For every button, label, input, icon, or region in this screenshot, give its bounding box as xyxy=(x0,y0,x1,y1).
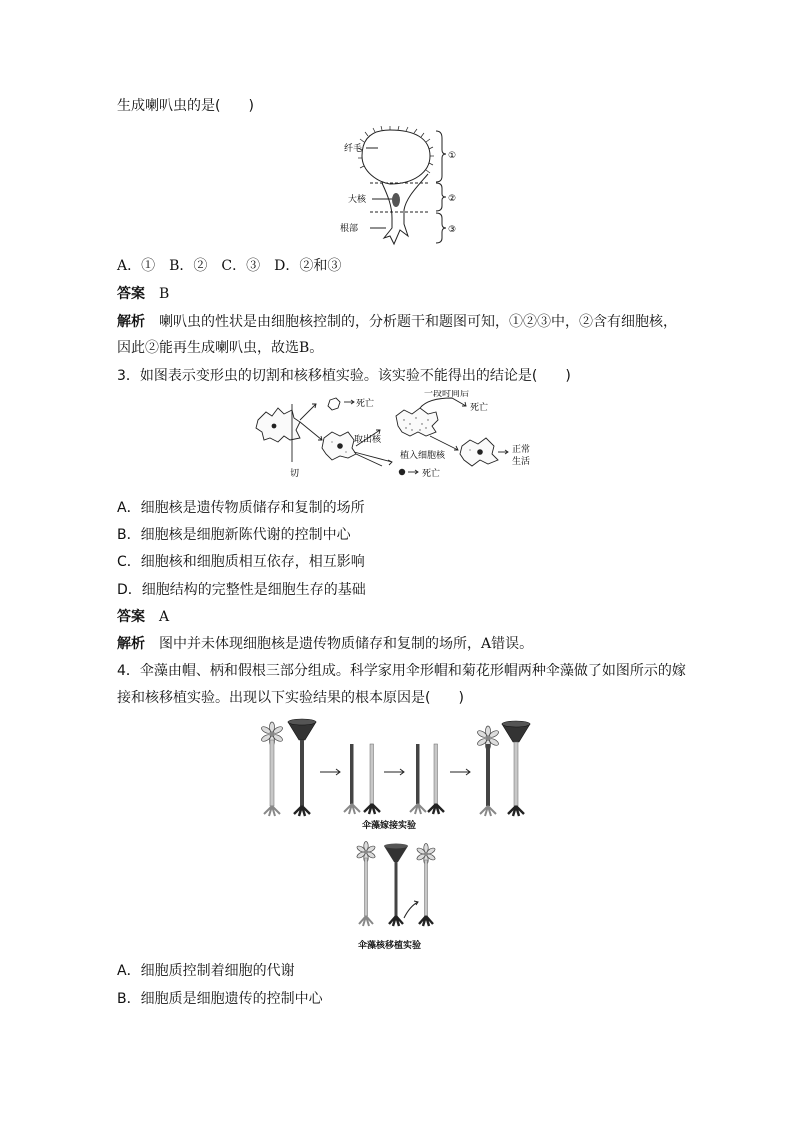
mark-3: ③ xyxy=(448,225,457,235)
label-cilia: 纤毛 xyxy=(344,144,363,154)
q2-analysis-1 xyxy=(117,312,677,332)
transplant-experiment-figure xyxy=(350,840,450,936)
amoeba-figure xyxy=(252,390,542,486)
q3-option-b: B．细胞核是细胞新陈代谢的控制中心 xyxy=(117,527,351,543)
cilia-ring xyxy=(358,126,434,184)
q2-options: A．① B．② C．③ D．②和③ xyxy=(117,258,342,274)
graft-caption: 伞藻嫁接实验 xyxy=(362,821,417,831)
label-cut: 切 xyxy=(290,469,300,479)
answer-label: 答案 xyxy=(117,609,145,625)
graft-experiment-figure xyxy=(258,718,538,834)
q3-option-c: C．细胞核和细胞质相互依存，相互影响 xyxy=(117,554,365,570)
q4-stem-1: 4．伞藻由帽、柄和假根三部分组成。科学家用伞形帽和菊花形帽两种伞藻做了如图所示的嫁 xyxy=(117,663,686,679)
trumpet-worm-figure xyxy=(330,126,470,248)
label-death-3: 死亡 xyxy=(422,469,441,479)
analysis-text: 喇叭虫的性状是由细胞核控制的，分析题干和题图可知，①②③中，②含有细胞核， xyxy=(159,314,677,330)
q3-answer xyxy=(117,607,169,627)
q2-answer xyxy=(117,284,169,304)
mark-1: ① xyxy=(448,151,457,161)
answer-label: 答案 xyxy=(117,286,145,302)
q3-analysis xyxy=(117,634,533,654)
q4-option-a: A．细胞质控制着细胞的代谢 xyxy=(117,963,295,979)
q4-stem-2: 接和核移植实验。出现以下实验结果的根本原因是( ) xyxy=(117,690,464,706)
q3-option-a: A．细胞核是遗传物质储存和复制的场所 xyxy=(117,500,365,516)
answer-value: B xyxy=(159,286,170,302)
analysis-text: 图中并未体现细胞核是遗传物质储存和复制的场所，A错误。 xyxy=(159,636,534,652)
label-death-2: 死亡 xyxy=(470,403,489,413)
analysis-label: 解析 xyxy=(117,636,145,652)
q3-stem: 3．如图表示变形虫的切割和核移植实验。该实验不能得出的结论是( ) xyxy=(117,368,571,384)
label-after-time: 一段时间后 xyxy=(424,390,470,399)
analysis-label: 解析 xyxy=(117,314,145,330)
mark-2: ② xyxy=(448,194,457,204)
answer-value: A xyxy=(159,609,170,625)
label-death-1: 死亡 xyxy=(356,399,375,409)
q3-option-d: D．细胞结构的完整性是细胞生存的基础 xyxy=(117,582,366,598)
q4-option-b: B．细胞质是细胞遗传的控制中心 xyxy=(117,991,323,1007)
label-root: 根部 xyxy=(340,224,359,234)
transplant-caption: 伞藻核移植实验 xyxy=(358,941,422,951)
q2-analysis-2: 因此②能再生成喇叭虫，故选B。 xyxy=(117,340,324,356)
macronucleus xyxy=(392,193,400,207)
label-implant-nucleus: 植入细胞核 xyxy=(400,451,446,461)
label-normal-life: 正常生活 xyxy=(512,445,531,467)
label-nucleus: 大核 xyxy=(348,195,367,205)
q2-stem: 生成喇叭虫的是( ) xyxy=(117,98,254,114)
label-take-nucleus: 取出核 xyxy=(354,435,382,445)
